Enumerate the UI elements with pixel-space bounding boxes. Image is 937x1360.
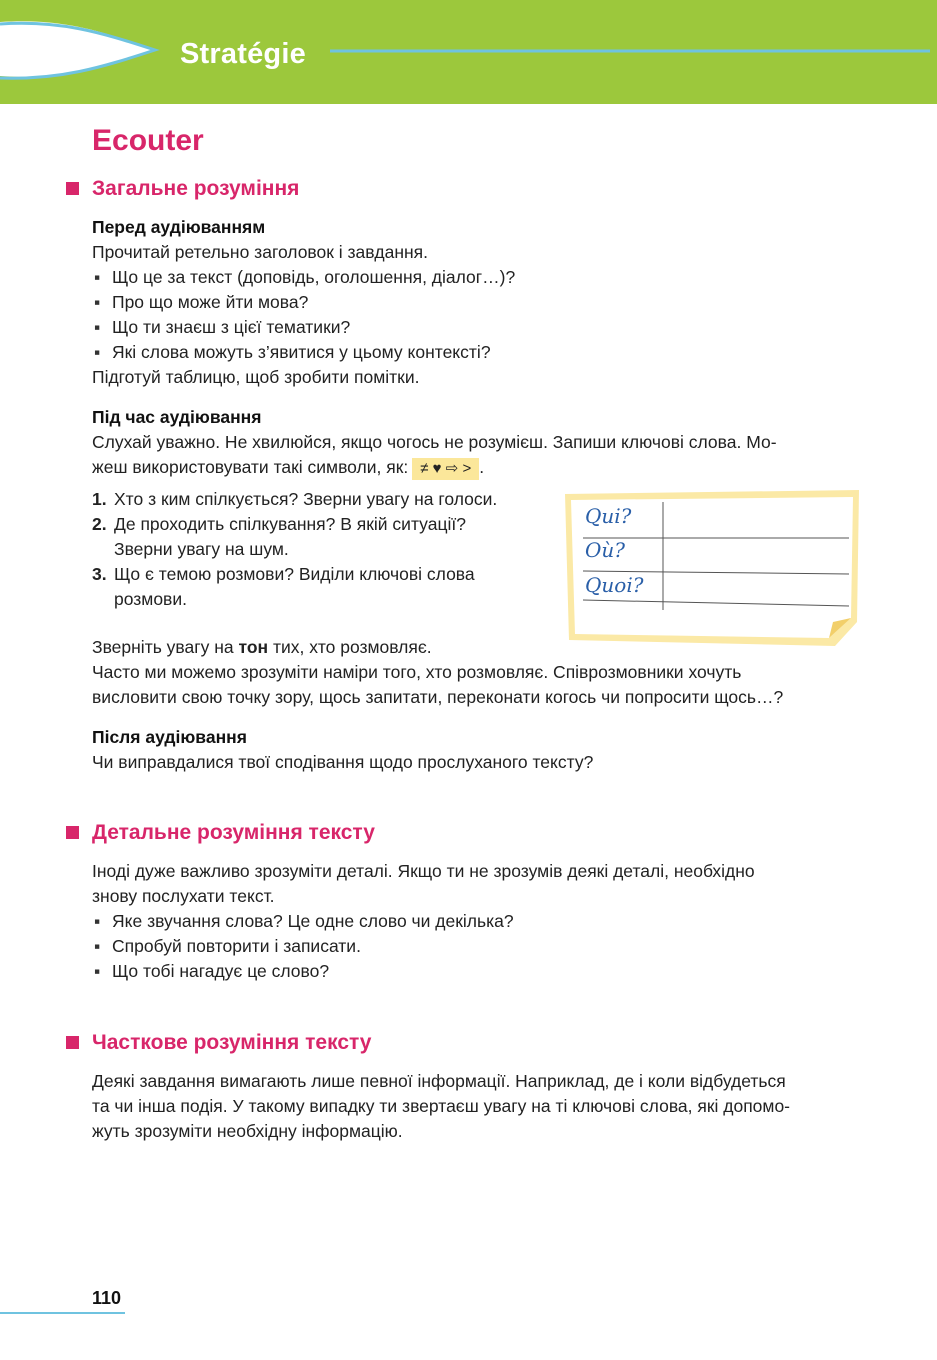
footer-line	[0, 1312, 125, 1314]
tone-paragraph	[92, 635, 872, 710]
during-listening-block	[92, 405, 872, 480]
item-number: 1.	[92, 489, 107, 509]
list-item: ▪ Спробуй повторити і записати.	[92, 934, 872, 959]
section-heading-text: Загальне розуміння	[92, 177, 300, 200]
numbered-item	[92, 487, 552, 512]
list-item: ▪ Які слова можуть з’явитися у цьому контексті?	[92, 340, 872, 365]
paragraph-line: знову послухати текст.	[92, 886, 275, 906]
subheading-during: Під час аудіювання	[92, 407, 262, 427]
section-square-icon	[66, 182, 79, 195]
partial-block	[92, 1069, 872, 1144]
list-item: ▪ Що тобі нагадує це слово?	[92, 959, 872, 984]
list-item: ▪ Яке звучання слова? Це одне слово чи декілька?	[92, 909, 872, 934]
section-heading-text: Часткове розуміння тексту	[92, 1031, 372, 1054]
paragraph-line: висловити свою точку зору, щось запитати, переконати когось чи попросити щось…?	[92, 687, 784, 707]
numbered-item	[92, 512, 552, 562]
subheading-after: Після аудіювання	[92, 727, 247, 747]
section-heading-partial	[92, 1031, 372, 1055]
subheading-before: Перед аудіюванням	[92, 217, 266, 237]
item-number: 3.	[92, 564, 107, 584]
item-text: Зверни увагу на шум.	[114, 539, 289, 559]
before-intro: Прочитай ретельно заголовок і завдання.	[92, 242, 428, 262]
detailed-block	[92, 859, 872, 984]
section-heading-text: Детальне розуміння тексту	[92, 821, 375, 844]
header-banner	[0, 0, 937, 104]
note-row-ou: Où?	[585, 538, 625, 562]
numbered-item	[92, 562, 552, 612]
paragraph-line: Деякі завдання вимагають лише певної інформації. Наприклад, де і коли відбудеться	[92, 1071, 786, 1091]
after-text: Чи виправдалися твої сподівання щодо прослуханого тексту?	[92, 752, 594, 772]
paragraph-line: жуть зрозуміти необхідну інформацію.	[92, 1121, 403, 1141]
item-number: 2.	[92, 514, 107, 534]
during-line-2-text: жеш використовувати такі символи, як:	[92, 457, 409, 477]
during-numbered-list	[92, 487, 552, 612]
before-outro: Підготуй таблицю, щоб зробити помітки.	[92, 367, 420, 387]
during-line-1: Слухай уважно. Не хвилюйся, якщо чогось не розумієш. Запиши ключові слова. Мо-	[92, 432, 777, 452]
item-text: Хто з ким спілкується? Зверни увагу на голоси.	[114, 489, 498, 509]
list-item: ▪ Що ти знаєш з цієї тематики?	[92, 315, 872, 340]
tone-text-post: тих, хто розмовляє.	[268, 637, 432, 657]
paragraph-line: Іноді дуже важливо зрозуміти деталі. Якщо ти не зрозумів деякі деталі, необхідно	[92, 861, 755, 881]
note-row-qui: Qui?	[585, 504, 632, 528]
section-heading-detailed	[92, 821, 375, 845]
section-square-icon	[66, 826, 79, 839]
sticky-note-table	[563, 488, 861, 648]
item-text: Що є темою розмови? Виділи ключові слова	[114, 564, 475, 584]
note-row-quoi: Quoi?	[585, 573, 644, 597]
item-text: Де проходить спілкування? В якій ситуації?	[114, 514, 466, 534]
tone-bold-word: тон	[238, 637, 269, 657]
after-listening-block	[92, 725, 872, 775]
during-line-2	[92, 455, 872, 480]
paragraph-line: та чи інша подія. У такому випадку ти звертаєш увагу на ті ключові слова, які допомо-	[92, 1096, 791, 1116]
page-number: 110	[92, 1288, 122, 1308]
section-square-icon	[66, 1036, 79, 1049]
tone-line	[92, 635, 872, 660]
item-text: розмови.	[114, 589, 187, 609]
tone-text-pre: Зверніть увагу на	[92, 637, 239, 657]
symbols-highlight: ≠ ♥ ⇨ >	[412, 458, 479, 480]
during-line-2-dot: .	[479, 457, 485, 477]
list-item: ▪ Про що може йти мова?	[92, 290, 872, 315]
section-heading-general	[92, 177, 299, 201]
banner-title: Stratégie	[180, 38, 306, 70]
list-item: ▪ Що це за текст (доповідь, оголошення, діалог…)?	[92, 265, 872, 290]
paragraph-line: Часто ми можемо зрозуміти наміри того, хто розмовляє. Співрозмовники хочуть	[92, 662, 742, 682]
banner-wave-decoration	[0, 0, 937, 104]
page-title: Ecouter	[92, 124, 204, 157]
before-listening-block	[92, 215, 872, 390]
